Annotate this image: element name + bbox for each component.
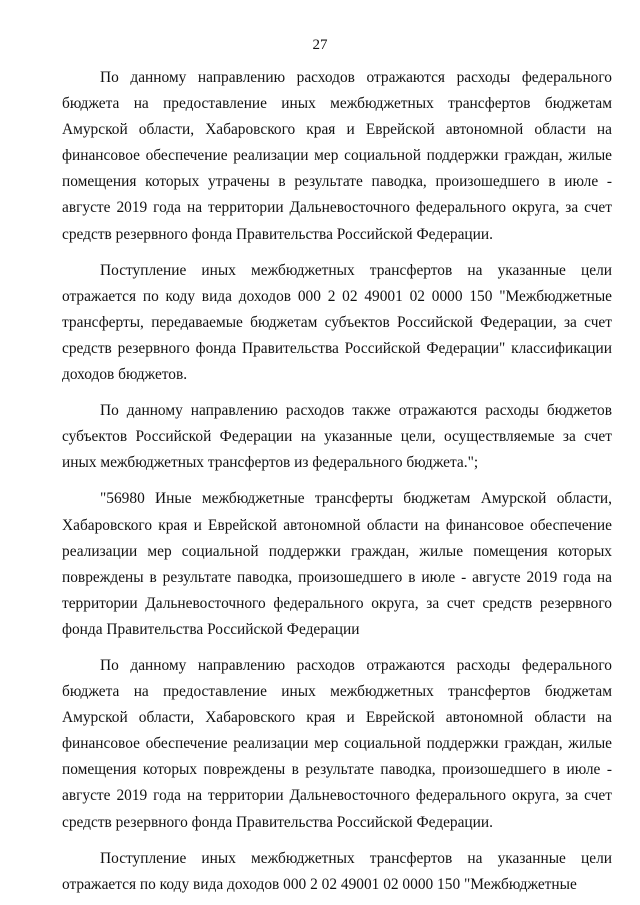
page-number: 27 xyxy=(312,37,328,53)
document-body xyxy=(62,65,612,898)
paragraph-1: По данному направлению расходов отражаются расходы федерального бюджета на предоставление иных межбюджетных трансфертов бюджетам Амурской области, Хабаровского края и Еврейской автономной области на финансовое обеспечение реализации мер социальной поддержки граждан, жилые помещения которых утрачены в результате паводка, произошедшего в июле - августе 2019 года на территории Дальневосточного федерального округа, за счет средств резервного фонда Правительства Российской Федерации. xyxy=(62,69,612,243)
paragraph-3: По данному направлению расходов также отражаются расходы бюджетов субъектов Российской Федерации на указанные цели, осуществляемые за счет иных межбюджетных трансфертов из федерального бюджета."; xyxy=(62,402,612,472)
paragraph-4: "56980 Иные межбюджетные трансферты бюджетам Амурской области, Хабаровского края и Еврейской автономной области на финансовое обеспечение реализации мер социальной поддержки граждан, жилые помещения которых повреждены в результате паводка, произошедшего в июле - августе 2019 года на территории Дальневосточного федерального округа, за счет средств резервного фонда Правительства Российской Федерации xyxy=(62,490,612,638)
paragraph-2: Поступление иных межбюджетных трансфертов на указанные цели отражается по коду вида доходов 000 2 02 49001 02 0000 150 "Межбюджетные трансферты, передаваемые бюджетам субъектов Российской Федерации, за счет средств резервного фонда Правительства Российской Федерации" классификации доходов бюджетов. xyxy=(62,261,612,384)
paragraph-5: По данному направлению расходов отражаются расходы федерального бюджета на предоставление иных межбюджетных трансфертов бюджетам Амурской области, Хабаровского края и Еврейской автономной области на финансовое обеспечение реализации мер социальной поддержки граждан, жилые помещения которых повреждены в результате паводка, произошедшего в июле - августе 2019 года на территории Дальневосточного федерального округа, за счет средств резервного фонда Правительства Российской Федерации. xyxy=(62,656,612,831)
paragraph-6: Поступление иных межбюджетных трансфертов на указанные цели отражается по коду вида доходов 000 2 02 49001 02 0000 150 "Межбюджетные xyxy=(62,849,612,893)
